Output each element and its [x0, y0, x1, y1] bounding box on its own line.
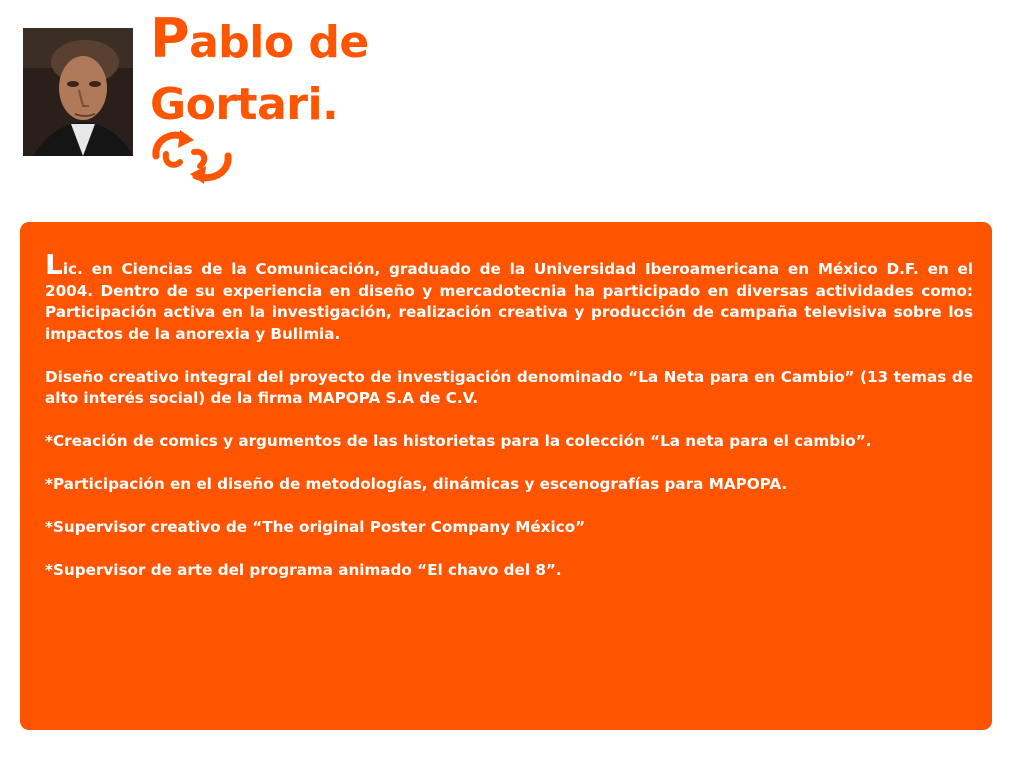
bio-intro-text: ic. en Ciencias de la Comunicación, graduado de la Universidad Iberoamericana en México D.F. en el 2004. Dentro de su experiencia en diseño y mercadotecnia ha participado en diversas actividades como: Participación activa en la investigación, realización creativa y producción de campaña televisiva sobre los impactos de la anorexia y Bulimia.	[45, 260, 973, 343]
bio-paragraph: *Supervisor creativo de “The original Poster Company México”	[45, 518, 586, 536]
bio-intro	[45, 248, 973, 345]
circular-arrows-icon	[150, 126, 234, 186]
name-initial: P	[150, 7, 190, 70]
profile-photo	[23, 28, 133, 156]
name-line-2: Gortari.	[150, 79, 339, 130]
name-line-1	[150, 8, 369, 74]
bio-panel	[20, 222, 992, 730]
page-title	[150, 8, 369, 136]
name-rest: ablo de	[189, 17, 369, 68]
bio-paragraph: *Creación de comics y argumentos de las historietas para la colección “La neta para el cambio”.	[45, 432, 872, 450]
bio-paragraph: *Supervisor de arte del programa animado “El chavo del 8”.	[45, 561, 562, 579]
bio-content	[45, 248, 973, 603]
bio-paragraph: *Participación en el diseño de metodologías, dinámicas y escenografías para MAPOPA.	[45, 475, 788, 493]
drop-cap: L	[45, 248, 63, 281]
bio-paragraph: Diseño creativo integral del proyecto de investigación denominado “La Neta para en Cambio” (13 temas de alto interés social) de la firma MAPOPA S.A de C.V.	[45, 367, 973, 407]
